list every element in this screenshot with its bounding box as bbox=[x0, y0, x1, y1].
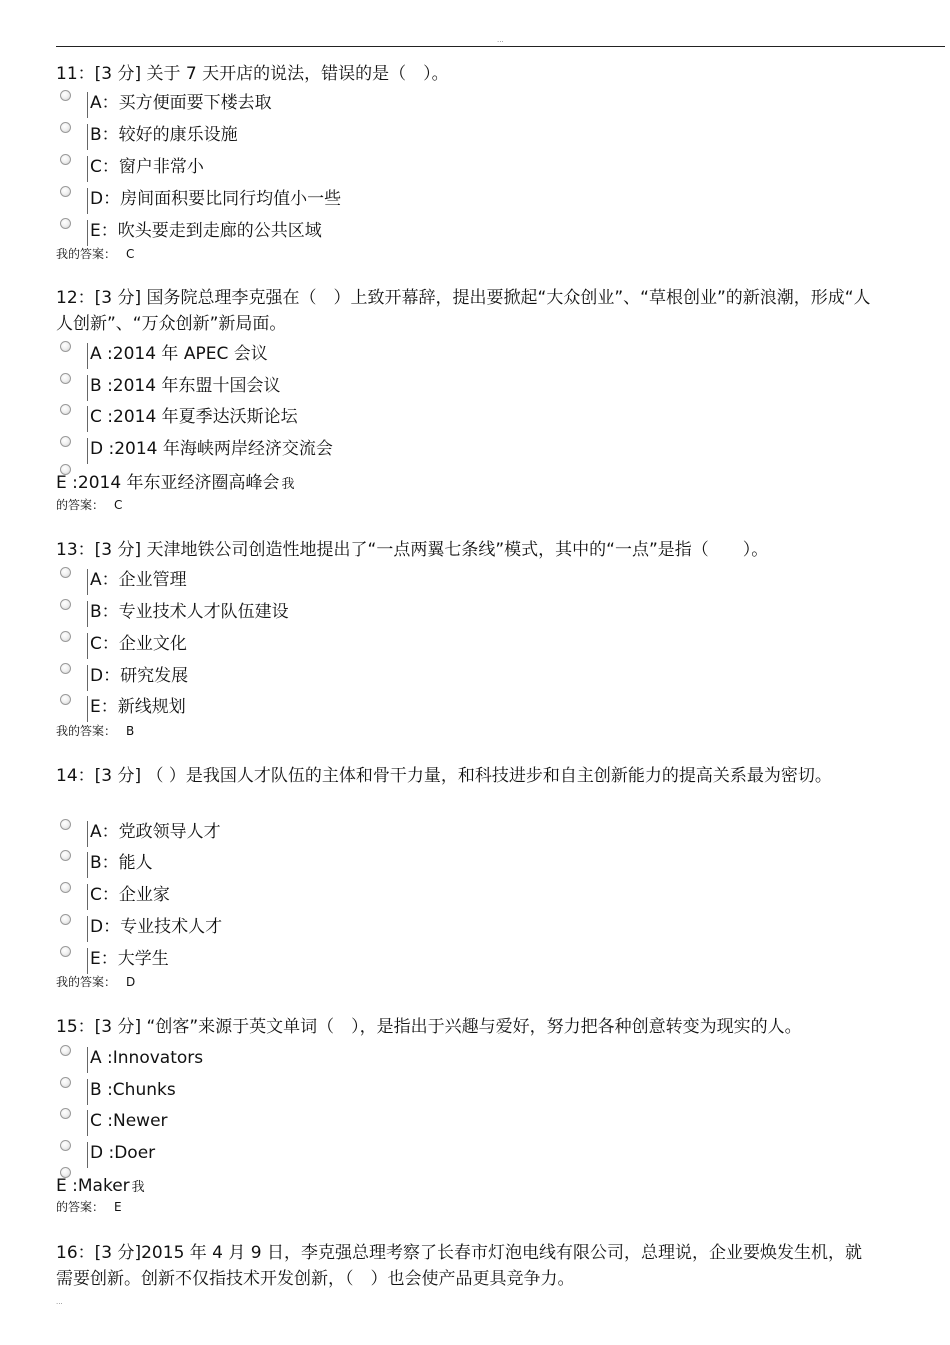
question-13-option-a[interactable] bbox=[56, 567, 556, 597]
footer-dots: ... bbox=[56, 1298, 63, 1306]
header-rule bbox=[56, 46, 945, 47]
radio-button[interactable] bbox=[60, 186, 71, 197]
question-14-option-e[interactable] bbox=[56, 946, 556, 976]
question-13-option-b[interactable] bbox=[56, 599, 556, 629]
radio-button[interactable] bbox=[60, 154, 71, 165]
question-14-option-d[interactable] bbox=[56, 914, 556, 944]
option-label: B：较好的康乐设施 bbox=[90, 125, 238, 145]
question-15-answer bbox=[56, 1199, 122, 1215]
radio-button[interactable] bbox=[60, 819, 71, 830]
question-11-option-e[interactable] bbox=[56, 218, 556, 248]
question-11-option-b[interactable] bbox=[56, 122, 556, 152]
question-15-option-b[interactable] bbox=[56, 1077, 556, 1107]
question-15-stem: 15：[3 分] “创客”来源于英文单词（ ），是指出于兴趣与爱好，努力把各种创意转变为现实的人。 bbox=[56, 1017, 802, 1037]
radio-button[interactable] bbox=[60, 436, 71, 447]
option-label: A：买方便面要下楼去取 bbox=[90, 93, 272, 113]
question-13-stem: 13：[3 分] 天津地铁公司创造性地提出了“一点两翼七条线”模式，其中的“一点”是指（ ）。 bbox=[56, 540, 769, 560]
question-12-option-b[interactable] bbox=[56, 373, 556, 403]
answer-value: C bbox=[126, 247, 135, 261]
question-12-option-a[interactable] bbox=[56, 341, 556, 371]
option-label: E：大学生 bbox=[90, 949, 169, 969]
option-label: D :2014 年海峡两岸经济交流会 bbox=[90, 439, 333, 459]
question-11-answer bbox=[56, 246, 134, 262]
question-11-option-c[interactable] bbox=[56, 154, 556, 184]
option-label: D：专业技术人才 bbox=[90, 917, 223, 937]
radio-button[interactable] bbox=[60, 631, 71, 642]
option-label: E：吹头要走到走廊的公共区域 bbox=[90, 221, 322, 241]
radio-button[interactable] bbox=[60, 373, 71, 384]
question-12-stem: 12：[3 分] 国务院总理李克强在（ ）上致开幕辞，提出要掀起“大众创业”、“草根创业”的新浪潮，形成“人人创新”、“万众创新”新局面。 bbox=[56, 288, 871, 334]
question-11-stem: 11：[3 分] 关于 7 天开店的说法，错误的是（ ）。 bbox=[56, 64, 449, 84]
question-13-answer bbox=[56, 723, 134, 739]
option-label: B :2014 年东盟十国会议 bbox=[90, 376, 281, 396]
question-12-option-d[interactable] bbox=[56, 436, 556, 466]
question-12-answer bbox=[56, 497, 122, 513]
option-label: B：能人 bbox=[90, 853, 153, 873]
option-label: B :Chunks bbox=[90, 1080, 176, 1100]
radio-button[interactable] bbox=[60, 341, 71, 352]
question-13-option-e[interactable] bbox=[56, 694, 556, 724]
question-13-option-c[interactable] bbox=[56, 631, 556, 661]
option-label: D：房间面积要比同行均值小一些 bbox=[90, 189, 342, 209]
option-label: A :2014 年 APEC 会议 bbox=[90, 344, 268, 364]
option-label: C :2014 年夏季达沃斯论坛 bbox=[90, 407, 298, 427]
answer-value: B bbox=[126, 724, 135, 738]
question-14-option-a[interactable] bbox=[56, 819, 556, 849]
radio-button[interactable] bbox=[60, 882, 71, 893]
question-11-option-d[interactable] bbox=[56, 186, 556, 216]
option-label: A：企业管理 bbox=[90, 570, 187, 590]
radio-button[interactable] bbox=[60, 567, 71, 578]
radio-button[interactable] bbox=[60, 122, 71, 133]
answer-prefix: 我 bbox=[131, 1180, 145, 1195]
answer-value: D bbox=[126, 975, 136, 989]
question-12-option-c[interactable] bbox=[56, 404, 556, 434]
option-label: E :Maker bbox=[56, 1176, 130, 1196]
radio-button[interactable] bbox=[60, 850, 71, 861]
radio-button[interactable] bbox=[60, 663, 71, 674]
radio-button[interactable] bbox=[60, 218, 71, 229]
question-15-option-c[interactable] bbox=[56, 1108, 556, 1138]
answer-value: C bbox=[114, 498, 123, 512]
question-11-option-a[interactable] bbox=[56, 90, 556, 120]
header-dots: ... bbox=[497, 36, 504, 44]
option-label: A :Innovators bbox=[90, 1048, 204, 1068]
question-16-stem: 16：[3 分]2015 年 4 月 9 日，李克强总理考察了长春市灯泡电线有限公司，总理说，企业要焕发生机，就需要创新。创新不仅指技术开发创新，（ ）也会使产品更具竞争力。 bbox=[56, 1243, 863, 1289]
radio-button[interactable] bbox=[60, 90, 71, 101]
question-14-stem: 14：[3 分] （ ）是我国人才队伍的主体和骨干力量，和科技进步和自主创新能力的提高关系最为密切。 bbox=[56, 766, 832, 786]
radio-button[interactable] bbox=[60, 1045, 71, 1056]
question-15-option-a[interactable] bbox=[56, 1045, 556, 1075]
radio-button[interactable] bbox=[60, 599, 71, 610]
option-label: E :2014 年东亚经济圈高峰会 bbox=[56, 473, 280, 493]
answer-label: 我的答案： bbox=[56, 975, 117, 989]
radio-button[interactable] bbox=[60, 1140, 71, 1151]
option-label: C：企业家 bbox=[90, 885, 170, 905]
question-14-answer bbox=[56, 974, 135, 990]
radio-button[interactable] bbox=[60, 404, 71, 415]
option-label: C：企业文化 bbox=[90, 634, 187, 654]
question-15-option-e[interactable] bbox=[56, 1173, 145, 1201]
answer-prefix: 我 bbox=[281, 477, 295, 492]
option-label: C :Newer bbox=[90, 1111, 168, 1131]
radio-button[interactable] bbox=[60, 914, 71, 925]
option-label: C：窗户非常小 bbox=[90, 157, 204, 177]
radio-button[interactable] bbox=[60, 1077, 71, 1088]
option-label: A：党政领导人才 bbox=[90, 822, 221, 842]
radio-button[interactable] bbox=[60, 694, 71, 705]
option-label: D：研究发展 bbox=[90, 666, 189, 686]
question-13-option-d[interactable] bbox=[56, 663, 556, 693]
question-15-option-d[interactable] bbox=[56, 1140, 556, 1170]
answer-label: 我的答案： bbox=[56, 247, 117, 261]
answer-value: E bbox=[114, 1200, 122, 1214]
question-14-option-b[interactable] bbox=[56, 850, 556, 880]
question-12-option-e[interactable] bbox=[56, 470, 295, 498]
answer-label: 我的答案： bbox=[56, 724, 117, 738]
option-label: B：专业技术人才队伍建设 bbox=[90, 602, 289, 622]
radio-button[interactable] bbox=[60, 1108, 71, 1119]
answer-label: 的答案： bbox=[56, 498, 105, 512]
option-label: E：新线规划 bbox=[90, 697, 186, 717]
option-label: D :Doer bbox=[90, 1143, 156, 1163]
radio-button[interactable] bbox=[60, 946, 71, 957]
answer-label: 的答案： bbox=[56, 1200, 105, 1214]
question-14-option-c[interactable] bbox=[56, 882, 556, 912]
